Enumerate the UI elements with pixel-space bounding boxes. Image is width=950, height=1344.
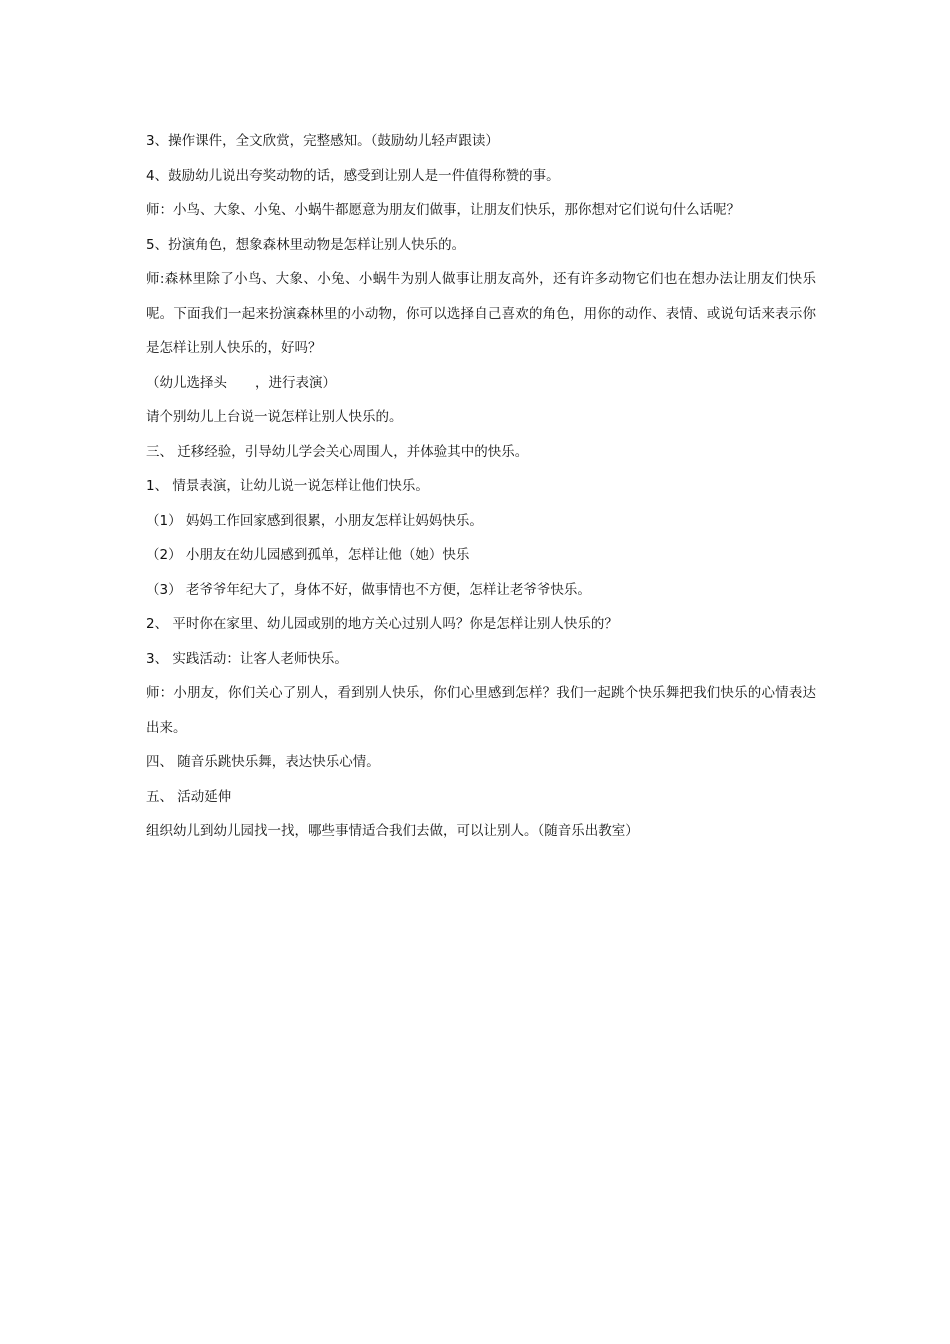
section-5-heading: 五、 活动延伸 xyxy=(146,788,232,805)
section-3-heading: 三、 迁移经验，引导幼儿学会关心周围人，并体验其中的快乐。 xyxy=(146,443,529,460)
performance-note-before: （幼儿选择头 xyxy=(146,374,227,391)
section-4-heading: 四、 随音乐跳快乐舞，表达快乐心情。 xyxy=(146,754,380,770)
step-5-role-play: 5、扮演角色，想象森林里动物是怎样让别人快乐的。 xyxy=(146,236,466,253)
step-3-courseware: 3、操作课件，全文欣赏，完整感知。（鼓励幼儿轻声跟读） xyxy=(146,133,499,149)
individual-share: 请个别幼儿上台说一说怎样让别人快乐的。 xyxy=(146,409,403,425)
step-4-praise-animals: 4、鼓励幼儿说出夸奖动物的话，感受到让别人是一件值得称赞的事。 xyxy=(146,167,560,184)
document-body xyxy=(146,124,816,849)
scenario-3-grandpa: （3） 老爷爷年纪大了，身体不好，做事情也不方便，怎样让老爷爷快乐。 xyxy=(146,581,591,598)
extension-activity: 组织幼儿到幼儿园找一找，哪些事情适合我们去做，可以让别人。（随音乐出教室） xyxy=(146,823,639,839)
scenario-1-mom: （1） 妈妈工作回家感到很累，小朋友怎样让妈妈快乐。 xyxy=(146,512,483,529)
performance-note-after: ，进行表演） xyxy=(255,374,336,391)
item-1-scenario-play: 1、 情景表演，让幼儿说一说怎样让他们快乐。 xyxy=(146,478,429,494)
scenario-2-lonely-friend: （2） 小朋友在幼儿园感到孤单，怎样让他（她）快乐 xyxy=(146,547,470,563)
teacher-happy-dance-intro: 师：小朋友，你们关心了别人，看到别人快乐，你们心里感到怎样？我们一起跳个快乐舞把我们快乐的心情表达出来。 xyxy=(146,685,816,736)
item-2-caring-question: 2、 平时你在家里、幼儿园或别的地方关心过别人吗？你是怎样让别人快乐的？ xyxy=(146,616,618,632)
item-3-practice: 3、 实践活动：让客人老师快乐。 xyxy=(146,650,348,667)
teacher-question-praise: 师：小鸟、大象、小兔、小蜗牛都愿意为朋友们做事，让朋友们快乐，那你想对它们说句什么话呢？ xyxy=(146,202,740,218)
teacher-role-play-intro: 师:森林里除了小鸟、大象、小兔、小蜗牛为别人做事让朋友高外，还有许多动物它们也在想办法让朋友们快乐呢。下面我们一起来扮演森林里的小动物，你可以选择自己喜欢的角色，用你的动作、表情、或说句话来表示你是怎样让别人快乐的，好吗？ xyxy=(146,271,816,356)
performance-note xyxy=(146,366,816,401)
